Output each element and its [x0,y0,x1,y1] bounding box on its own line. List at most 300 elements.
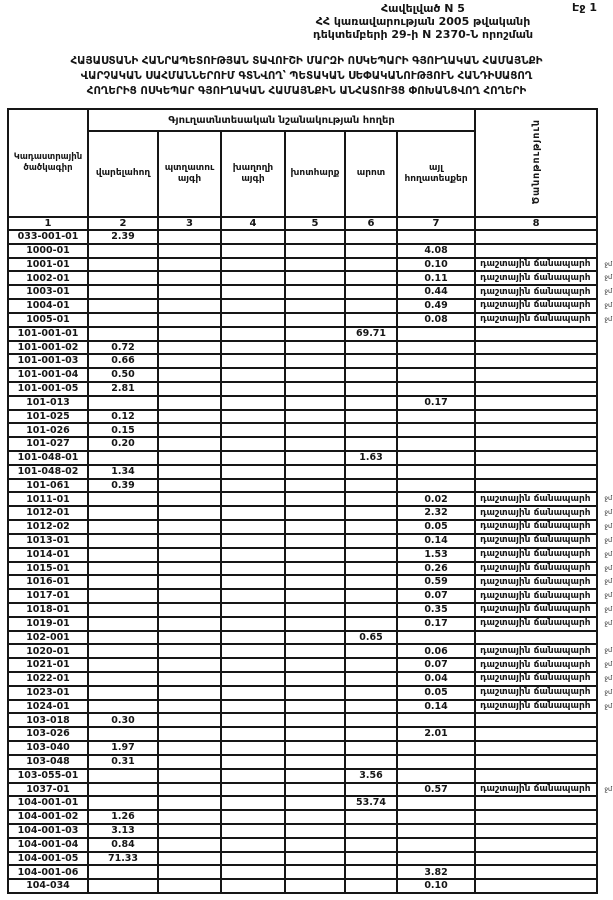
area-value-cell [158,492,221,506]
document-title [0,54,613,99]
area-value-cell [88,879,158,893]
area-value-cell [88,285,158,299]
area-value-cell [221,341,285,355]
area-value-cell: 0.14 [397,700,475,714]
area-value-cell [88,727,158,741]
table-row [8,713,597,727]
area-value-cell [285,437,345,451]
area-value-cell [88,631,158,645]
column-number: 8 [475,217,597,230]
table-row [8,423,597,437]
area-value-cell [345,437,397,451]
scan-edge-mark: ջմ [604,549,613,558]
area-value-cell [221,658,285,672]
area-value-cell [397,741,475,755]
area-value-cell [158,686,221,700]
area-value-cell [221,865,285,879]
note-cell: դաշտային ճանապարհ ջմ [475,603,597,617]
area-value-cell [158,589,221,603]
cadastral-code-cell: 104-001-04 [8,838,88,852]
area-value-cell [397,327,475,341]
area-value-cell: 0.59 [397,575,475,589]
cadastral-code-cell: 101-001-01 [8,327,88,341]
area-value-cell [285,534,345,548]
area-value-cell [88,548,158,562]
area-value-cell [345,644,397,658]
table-row [8,631,597,645]
area-value-cell [158,700,221,714]
area-value-cell [158,769,221,783]
area-value-cell [285,852,345,866]
scan-edge-mark: ջմ [604,494,613,503]
area-value-cell [221,354,285,368]
area-value-cell [158,451,221,465]
area-value-cell [285,755,345,769]
note-cell: դաշտային ճանապարհ ջմ [475,644,597,658]
area-value-cell [221,479,285,493]
cadastral-code-cell: 1012-01 [8,506,88,520]
area-value-cell [221,783,285,797]
area-value-cell [285,548,345,562]
area-value-cell [345,603,397,617]
note-cell [475,796,597,810]
cadastral-code-cell: 104-001-03 [8,824,88,838]
area-value-cell: 0.10 [397,258,475,272]
table-row [8,327,597,341]
area-value-cell [158,603,221,617]
area-value-cell [88,396,158,410]
area-value-cell: 1.63 [345,451,397,465]
area-value-cell [345,713,397,727]
area-value-cell [397,230,475,244]
area-value-cell [345,479,397,493]
area-value-cell [345,783,397,797]
area-value-cell [285,299,345,313]
area-value-cell [158,258,221,272]
area-value-cell: 0.08 [397,313,475,327]
title-line-1: ՀԱՅԱՍՏԱՆԻ ՀԱՆՐԱՊԵՏՈՒԹՅԱՆ ՏԱՎՈՒՇԻ ՄԱՐԶԻ ՈՍԿԵՊԱՐԻ ԳՅՈՒՂԱԿԱՆ ՀԱՄԱՅՆՔԻ [70,55,543,67]
cadastral-code-cell: 1004-01 [8,299,88,313]
area-value-cell [158,810,221,824]
area-value-cell [221,769,285,783]
area-value-cell: 0.05 [397,520,475,534]
area-value-cell [88,313,158,327]
table-row [8,603,597,617]
note-cell [475,727,597,741]
area-value-cell [397,824,475,838]
area-value-cell [88,686,158,700]
area-value-cell [285,244,345,258]
area-value-cell [285,644,345,658]
area-value-cell [221,506,285,520]
area-value-cell [285,285,345,299]
col-header-hayfield: խոտհարք [285,131,345,217]
note-cell: դաշտային ճանապարհ ջմ [475,299,597,313]
area-value-cell [88,617,158,631]
area-value-cell [285,410,345,424]
area-value-cell [88,658,158,672]
table-row [8,589,597,603]
area-value-cell: 0.39 [88,479,158,493]
area-value-cell [285,479,345,493]
area-value-cell [221,492,285,506]
cadastral-code-cell: 101-048-01 [8,451,88,465]
area-value-cell [221,700,285,714]
area-value-cell [285,865,345,879]
area-value-cell [88,796,158,810]
area-value-cell [88,575,158,589]
area-value-cell [158,741,221,755]
cadastral-code-cell: 101-048-02 [8,465,88,479]
area-value-cell [285,686,345,700]
col-header-vineyard: խաղողի այգի [221,131,285,217]
area-value-cell [345,382,397,396]
area-value-cell [221,230,285,244]
note-cell [475,423,597,437]
table-row [8,852,597,866]
land-table [7,108,613,894]
area-value-cell [285,603,345,617]
area-value-cell [158,783,221,797]
table-row [8,700,597,714]
area-value-cell: 0.57 [397,783,475,797]
area-value-cell: 0.17 [397,396,475,410]
scan-edge-mark: ջմ [604,287,613,296]
area-value-cell [285,327,345,341]
area-value-cell [221,437,285,451]
note-cell: դաշտային ճանապարհ ջմ [475,548,597,562]
area-value-cell: 71.33 [88,852,158,866]
area-value-cell [88,672,158,686]
area-value-cell: 4.08 [397,244,475,258]
cadastral-code-cell: 1037-01 [8,783,88,797]
area-value-cell [285,368,345,382]
cadastral-code-cell: 1017-01 [8,589,88,603]
area-value-cell [221,423,285,437]
area-value-cell [158,341,221,355]
area-value-cell [158,410,221,424]
note-cell: դաշտային ճանապարհ ջմ [475,313,597,327]
cadastral-code-cell: 1018-01 [8,603,88,617]
cadastral-code-cell: 104-001-02 [8,810,88,824]
area-value-cell [285,700,345,714]
area-value-cell [221,562,285,576]
column-number: 5 [285,217,345,230]
table-row [8,534,597,548]
area-value-cell [88,244,158,258]
cadastral-code-cell: 1019-01 [8,617,88,631]
note-cell: դաշտային ճանապարհ ջմ [475,783,597,797]
area-value-cell [345,562,397,576]
area-value-cell [221,589,285,603]
table-row [8,354,597,368]
area-value-cell [158,562,221,576]
note-cell [475,410,597,424]
area-value-cell [345,244,397,258]
scan-edge-mark: ջմ [604,701,613,710]
area-value-cell [88,492,158,506]
area-value-cell [88,562,158,576]
area-value-cell [221,534,285,548]
area-value-cell [345,299,397,313]
area-value-cell [221,451,285,465]
area-value-cell [285,769,345,783]
area-value-cell [158,672,221,686]
column-number-row [8,217,597,230]
area-value-cell [158,382,221,396]
col-header-arable: վարելահող [88,131,158,217]
note-cell [475,810,597,824]
note-cell: դաշտային ճանապարհ ջմ [475,686,597,700]
scan-edge-mark: ջմ [604,259,613,268]
area-value-cell [221,410,285,424]
cadastral-code-cell: 1022-01 [8,672,88,686]
area-value-cell [88,506,158,520]
area-value-cell [221,644,285,658]
note-cell: դաշտային ճանապարհ ջմ [475,617,597,631]
area-value-cell [285,230,345,244]
table-row [8,230,597,244]
note-cell [475,230,597,244]
note-cell [475,741,597,755]
scan-edge-mark: ջմ [604,591,613,600]
annex-line-3: դեկտեմբերի 29-ի N 2370-Ն որոշման [312,27,534,41]
note-cell [475,631,597,645]
area-value-cell [221,258,285,272]
note-cell [475,396,597,410]
area-value-cell [345,354,397,368]
area-value-cell: 0.07 [397,589,475,603]
area-value-cell [397,382,475,396]
area-value-cell [397,796,475,810]
area-value-cell [345,852,397,866]
column-number: 1 [8,217,88,230]
table-row [8,810,597,824]
area-value-cell [345,865,397,879]
table-row [8,437,597,451]
area-value-cell [285,465,345,479]
area-value-cell [221,727,285,741]
annex-header [243,3,603,42]
table-row [8,258,597,272]
note-cell [475,451,597,465]
scan-edge-mark: ջմ [604,273,613,282]
area-value-cell: 1.53 [397,548,475,562]
area-value-cell [221,755,285,769]
area-value-cell [345,824,397,838]
note-cell: դաշտային ճանապարհ ջմ [475,506,597,520]
area-value-cell: 2.32 [397,506,475,520]
area-value-cell: 0.06 [397,644,475,658]
area-value-cell [221,631,285,645]
area-value-cell [345,700,397,714]
area-value-cell [285,810,345,824]
cadastral-code-cell: 033-001-01 [8,230,88,244]
area-value-cell [285,506,345,520]
note-cell [475,865,597,879]
area-value-cell [221,810,285,824]
scan-edge-mark: ջմ [604,577,613,586]
note-cell [475,465,597,479]
table-row [8,617,597,631]
area-value-cell [221,548,285,562]
area-value-cell [345,271,397,285]
column-number: 3 [158,217,221,230]
area-value-cell [345,313,397,327]
area-value-cell [221,617,285,631]
area-value-cell: 0.05 [397,686,475,700]
area-value-cell [285,617,345,631]
area-value-cell [88,534,158,548]
cadastral-code-cell: 1024-01 [8,700,88,714]
area-value-cell [397,631,475,645]
area-value-cell [397,810,475,824]
area-value-cell [158,534,221,548]
area-value-cell [88,603,158,617]
table-row [8,520,597,534]
cadastral-code-cell: 1016-01 [8,575,88,589]
area-value-cell [345,520,397,534]
area-value-cell [88,299,158,313]
annex-line-2: ՀՀ կառավարության 2005 թվականի [315,14,531,28]
area-value-cell: 0.66 [88,354,158,368]
cadastral-code-cell: 101-001-05 [8,382,88,396]
area-value-cell [345,368,397,382]
note-cell: դաշտային ճանապարհ ջմ [475,575,597,589]
note-cell: դաշտային ճանապարհ ջմ [475,534,597,548]
area-value-cell [88,700,158,714]
cadastral-code-cell: 1001-01 [8,258,88,272]
area-value-cell [158,230,221,244]
area-value-cell [285,313,345,327]
area-value-cell: 0.02 [397,492,475,506]
area-value-cell [345,410,397,424]
area-value-cell [158,285,221,299]
cadastral-code-cell: 101-061 [8,479,88,493]
area-value-cell [221,741,285,755]
area-value-cell: 2.81 [88,382,158,396]
area-value-cell [88,644,158,658]
scan-edge-mark: ջմ [604,508,613,517]
area-value-cell [345,741,397,755]
cadastral-code-cell: 102-001 [8,631,88,645]
area-value-cell: 2.01 [397,727,475,741]
table-row [8,465,597,479]
area-value-cell [285,713,345,727]
table-row [8,548,597,562]
cadastral-code-cell: 1015-01 [8,562,88,576]
area-value-cell [285,824,345,838]
note-cell: դաշտային ճանապարհ ջմ [475,658,597,672]
column-number: 2 [88,217,158,230]
cadastral-code-cell: 103-040 [8,741,88,755]
area-value-cell [285,271,345,285]
area-value-cell: 0.07 [397,658,475,672]
area-value-cell: 0.26 [397,562,475,576]
area-value-cell [345,727,397,741]
area-value-cell [345,810,397,824]
table-row [8,672,597,686]
area-value-cell [158,658,221,672]
cadastral-code-cell: 1011-01 [8,492,88,506]
note-cell: դաշտային ճանապարհ ջմ [475,492,597,506]
area-value-cell [345,492,397,506]
area-value-cell [345,575,397,589]
note-cell [475,879,597,893]
note-cell [475,769,597,783]
area-value-cell [285,575,345,589]
area-value-cell [158,713,221,727]
note-cell [475,479,597,493]
note-cell [475,368,597,382]
note-cell [475,244,597,258]
area-value-cell [221,465,285,479]
area-value-cell [345,658,397,672]
area-value-cell [345,396,397,410]
table-row [8,658,597,672]
note-cell [475,382,597,396]
area-value-cell: 0.50 [88,368,158,382]
title-line-3: ՀՈՂԵՐԻՑ ՈՍԿԵՊԱՐ ԳՅՈՒՂԱԿԱՆ ՀԱՄԱՅՆՔԻՆ ԱՆՀԱՏՈՒՅՑ ՓՈԽԱՆՑՎՈՂ ՀՈՂԵՐԻ [86,84,527,97]
area-value-cell [158,727,221,741]
area-value-cell [345,506,397,520]
scan-edge-mark: ջմ [604,784,613,793]
cadastral-code-cell: 1005-01 [8,313,88,327]
area-value-cell: 1.97 [88,741,158,755]
note-cell: դաշտային ճանապարհ ջմ [475,285,597,299]
cadastral-code-cell: 1023-01 [8,686,88,700]
note-cell: դաշտային ճանապարհ ջմ [475,520,597,534]
area-value-cell [285,796,345,810]
area-value-cell [285,783,345,797]
cadastral-code-cell: 101-013 [8,396,88,410]
area-value-cell [345,838,397,852]
area-value-cell [345,879,397,893]
area-value-cell: 0.10 [397,879,475,893]
area-value-cell [285,492,345,506]
col-header-pasture: արոտ [345,131,397,217]
area-value-cell [158,838,221,852]
area-value-cell [285,396,345,410]
cadastral-code-cell: 101-001-02 [8,341,88,355]
area-value-cell [285,341,345,355]
area-value-cell: 0.65 [345,631,397,645]
area-value-cell [285,658,345,672]
note-cell [475,354,597,368]
area-value-cell [345,548,397,562]
area-value-cell: 0.11 [397,271,475,285]
area-value-cell: 0.31 [88,755,158,769]
area-value-cell [221,396,285,410]
area-value-cell [221,879,285,893]
area-value-cell [88,769,158,783]
area-value-cell [221,796,285,810]
area-value-cell [158,465,221,479]
table-row [8,382,597,396]
cadastral-code-cell: 101-026 [8,423,88,437]
area-value-cell [158,479,221,493]
area-value-cell [221,603,285,617]
cadastral-code-cell: 1021-01 [8,658,88,672]
table-row [8,755,597,769]
area-value-cell [221,686,285,700]
cadastral-code-cell: 1003-01 [8,285,88,299]
note-cell: դաշտային ճանապարհ ջմ [475,589,597,603]
cadastral-code-cell: 103-055-01 [8,769,88,783]
area-value-cell [397,437,475,451]
note-cell: դաշտային ճանապարհ ջմ [475,672,597,686]
area-value-cell [397,769,475,783]
